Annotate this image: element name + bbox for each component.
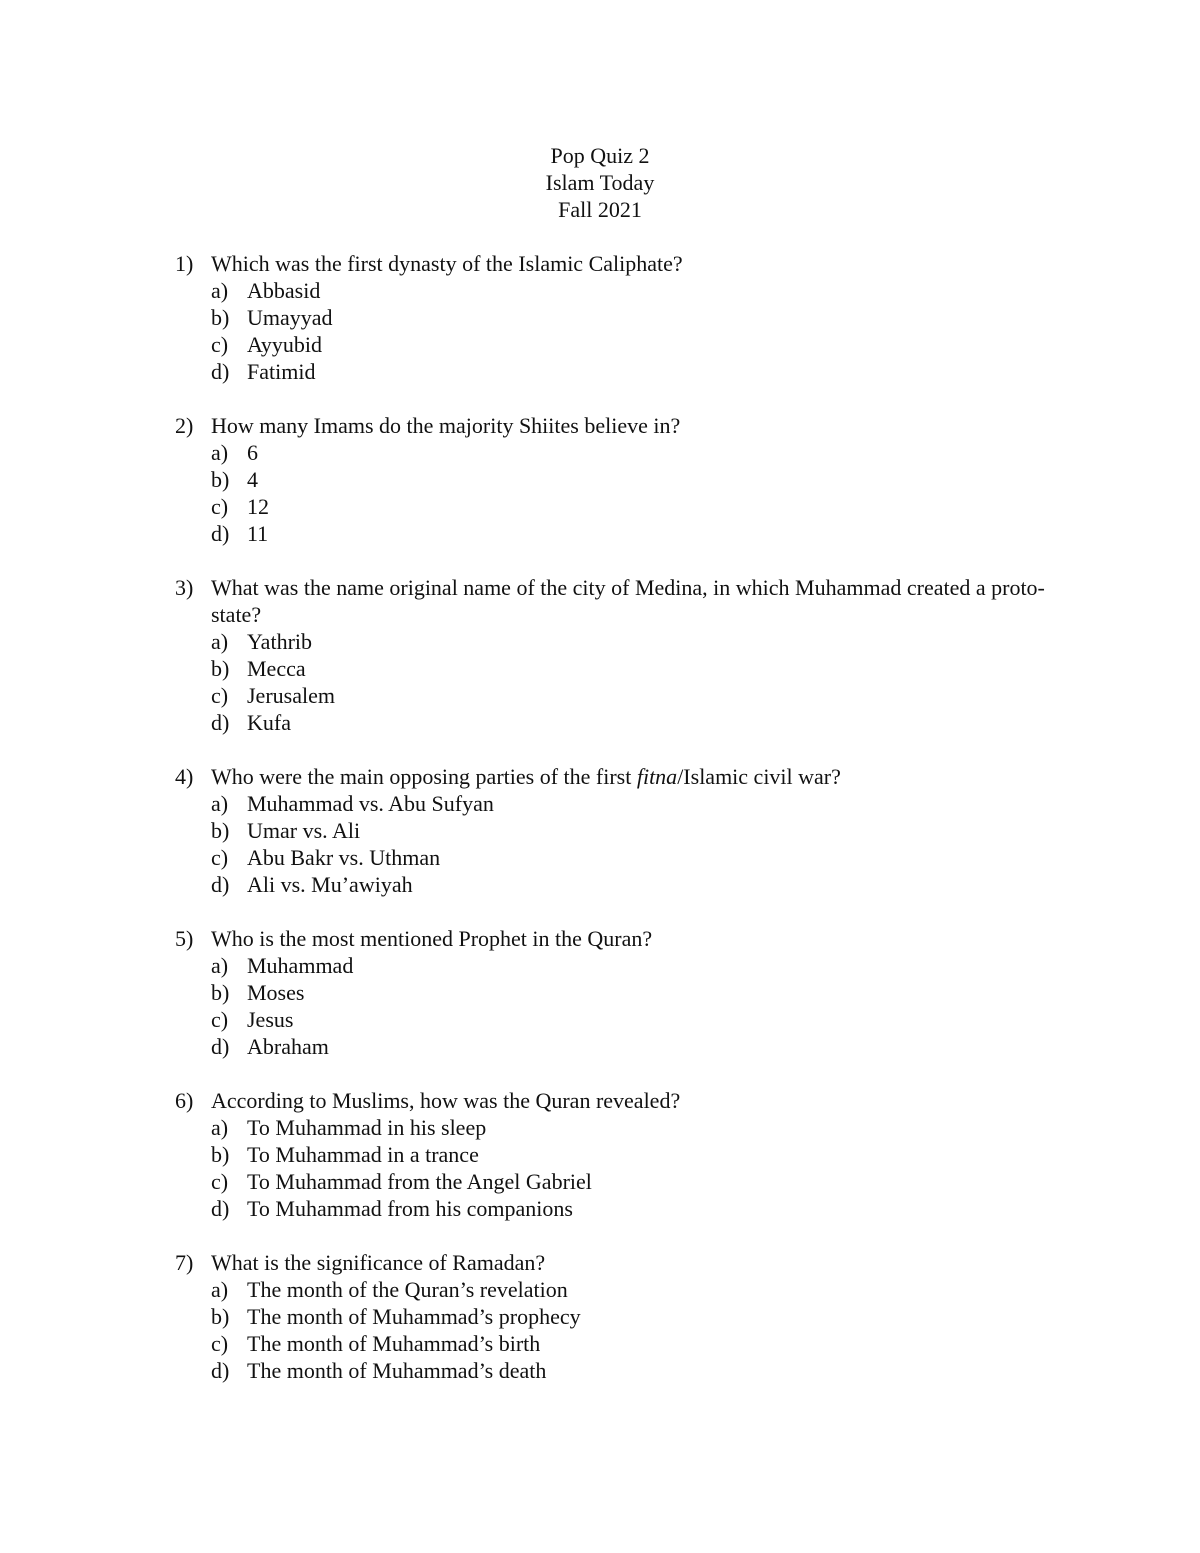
option-letter: a): [211, 1115, 229, 1140]
option-text: Umar vs. Ali: [247, 818, 361, 843]
option-b: [211, 655, 1055, 682]
option-letter: a): [211, 629, 229, 654]
option-text: The month of the Quran’s revelation: [247, 1277, 568, 1302]
option-text: Ayyubid: [247, 332, 322, 357]
question-text: What was the name original name of the city of Medina, in which Muhammad created a proto-state?: [211, 575, 1045, 627]
question-number: 5): [175, 926, 194, 951]
question-1: [175, 250, 1055, 385]
option-text: The month of Muhammad’s death: [247, 1358, 547, 1383]
option-d: [211, 1195, 1055, 1222]
option-text: To Muhammad from his companions: [247, 1196, 573, 1221]
option-letter: d): [211, 1034, 230, 1059]
option-text: To Muhammad from the Angel Gabriel: [247, 1169, 592, 1194]
course-name: Islam Today: [545, 170, 655, 195]
question-text: Who is the most mentioned Prophet in the Quran?: [211, 926, 653, 951]
question-text-start: Who were the main opposing parties of the first: [211, 764, 637, 789]
option-letter: c): [211, 683, 229, 708]
option-text: Abbasid: [247, 278, 321, 303]
option-b: [211, 979, 1055, 1006]
question-list: [175, 250, 1055, 1411]
option-c: [211, 331, 1055, 358]
option-c: [211, 1168, 1055, 1195]
quiz-title: Pop Quiz 2: [550, 143, 650, 168]
option-letter: a): [211, 440, 229, 465]
option-list: [211, 790, 1055, 898]
option-letter: b): [211, 656, 230, 681]
option-a: [211, 1276, 1055, 1303]
question-number: 2): [175, 413, 194, 438]
option-text: The month of Muhammad’s birth: [247, 1331, 541, 1356]
option-letter: b): [211, 1304, 230, 1329]
option-text: Ali vs. Mu’awiyah: [247, 872, 413, 897]
option-a: [211, 952, 1055, 979]
question-text-italic-term: fitna: [636, 764, 678, 789]
option-list: [211, 628, 1055, 736]
option-text: 4: [247, 467, 258, 492]
option-a: [211, 790, 1055, 817]
option-c: [211, 1006, 1055, 1033]
option-d: [211, 1357, 1055, 1384]
option-letter: a): [211, 953, 229, 978]
option-letter: d): [211, 872, 230, 897]
option-text: Abraham: [247, 1034, 329, 1059]
option-c: [211, 682, 1055, 709]
option-text: To Muhammad in a trance: [247, 1142, 479, 1167]
option-text: To Muhammad in his sleep: [247, 1115, 487, 1140]
option-c: [211, 844, 1055, 871]
option-text: 11: [247, 521, 269, 546]
option-letter: d): [211, 359, 230, 384]
option-d: [211, 358, 1055, 385]
option-text: Muhammad vs. Abu Sufyan: [247, 791, 494, 816]
option-text: Umayyad: [247, 305, 333, 330]
question-text-end: /Islamic civil war?: [677, 764, 841, 789]
option-letter: d): [211, 1358, 230, 1383]
option-letter: b): [211, 467, 230, 492]
option-letter: d): [211, 521, 230, 546]
question-number: 3): [175, 575, 194, 600]
option-b: [211, 304, 1055, 331]
option-b: [211, 466, 1055, 493]
question-2: [175, 412, 1055, 547]
question-number: 7): [175, 1250, 194, 1275]
option-letter: b): [211, 818, 230, 843]
option-text: 6: [247, 440, 258, 465]
option-letter: c): [211, 332, 229, 357]
question-3: [175, 574, 1055, 736]
option-text: The month of Muhammad’s prophecy: [247, 1304, 581, 1329]
option-letter: a): [211, 278, 229, 303]
option-d: [211, 520, 1055, 547]
option-letter: c): [211, 1007, 229, 1032]
question-text: What is the significance of Ramadan?: [211, 1250, 546, 1275]
question-number: 4): [175, 764, 194, 789]
option-letter: c): [211, 845, 229, 870]
option-letter: a): [211, 791, 229, 816]
question-text: How many Imams do the majority Shiites believe in?: [211, 413, 681, 438]
option-text: Muhammad: [247, 953, 354, 978]
option-letter: d): [211, 710, 230, 735]
option-text: Mecca: [247, 656, 306, 681]
option-list: [211, 1276, 1055, 1384]
option-text: Jerusalem: [247, 683, 335, 708]
option-list: [211, 1114, 1055, 1222]
option-text: Jesus: [247, 1007, 294, 1032]
option-letter: c): [211, 1331, 229, 1356]
option-list: [211, 277, 1055, 385]
option-letter: c): [211, 494, 229, 519]
option-b: [211, 817, 1055, 844]
option-letter: c): [211, 1169, 229, 1194]
question-text: [211, 763, 1055, 790]
option-a: [211, 628, 1055, 655]
question-text: According to Muslims, how was the Quran revealed?: [211, 1088, 681, 1113]
question-text: Which was the first dynasty of the Islamic Caliphate?: [211, 251, 683, 276]
option-text: Abu Bakr vs. Uthman: [247, 845, 441, 870]
option-letter: a): [211, 1277, 229, 1302]
option-list: [211, 952, 1055, 1060]
option-text: Fatimid: [247, 359, 316, 384]
option-b: [211, 1303, 1055, 1330]
question-7: [175, 1249, 1055, 1384]
option-letter: b): [211, 1142, 230, 1167]
option-letter: b): [211, 305, 230, 330]
option-text: Kufa: [247, 710, 291, 735]
option-d: [211, 871, 1055, 898]
question-4: [175, 763, 1055, 898]
option-a: [211, 439, 1055, 466]
option-a: [211, 277, 1055, 304]
question-number: 6): [175, 1088, 194, 1113]
option-list: [211, 439, 1055, 547]
question-number: 1): [175, 251, 194, 276]
question-6: [175, 1087, 1055, 1222]
option-d: [211, 709, 1055, 736]
option-letter: d): [211, 1196, 230, 1221]
option-d: [211, 1033, 1055, 1060]
option-text: Moses: [247, 980, 305, 1005]
question-5: [175, 925, 1055, 1060]
option-a: [211, 1114, 1055, 1141]
option-b: [211, 1141, 1055, 1168]
quiz-header: [0, 142, 1200, 223]
term-label: Fall 2021: [558, 197, 642, 222]
option-letter: b): [211, 980, 230, 1005]
option-text: Yathrib: [247, 629, 313, 654]
option-text: 12: [247, 494, 269, 519]
option-c: [211, 493, 1055, 520]
option-c: [211, 1330, 1055, 1357]
